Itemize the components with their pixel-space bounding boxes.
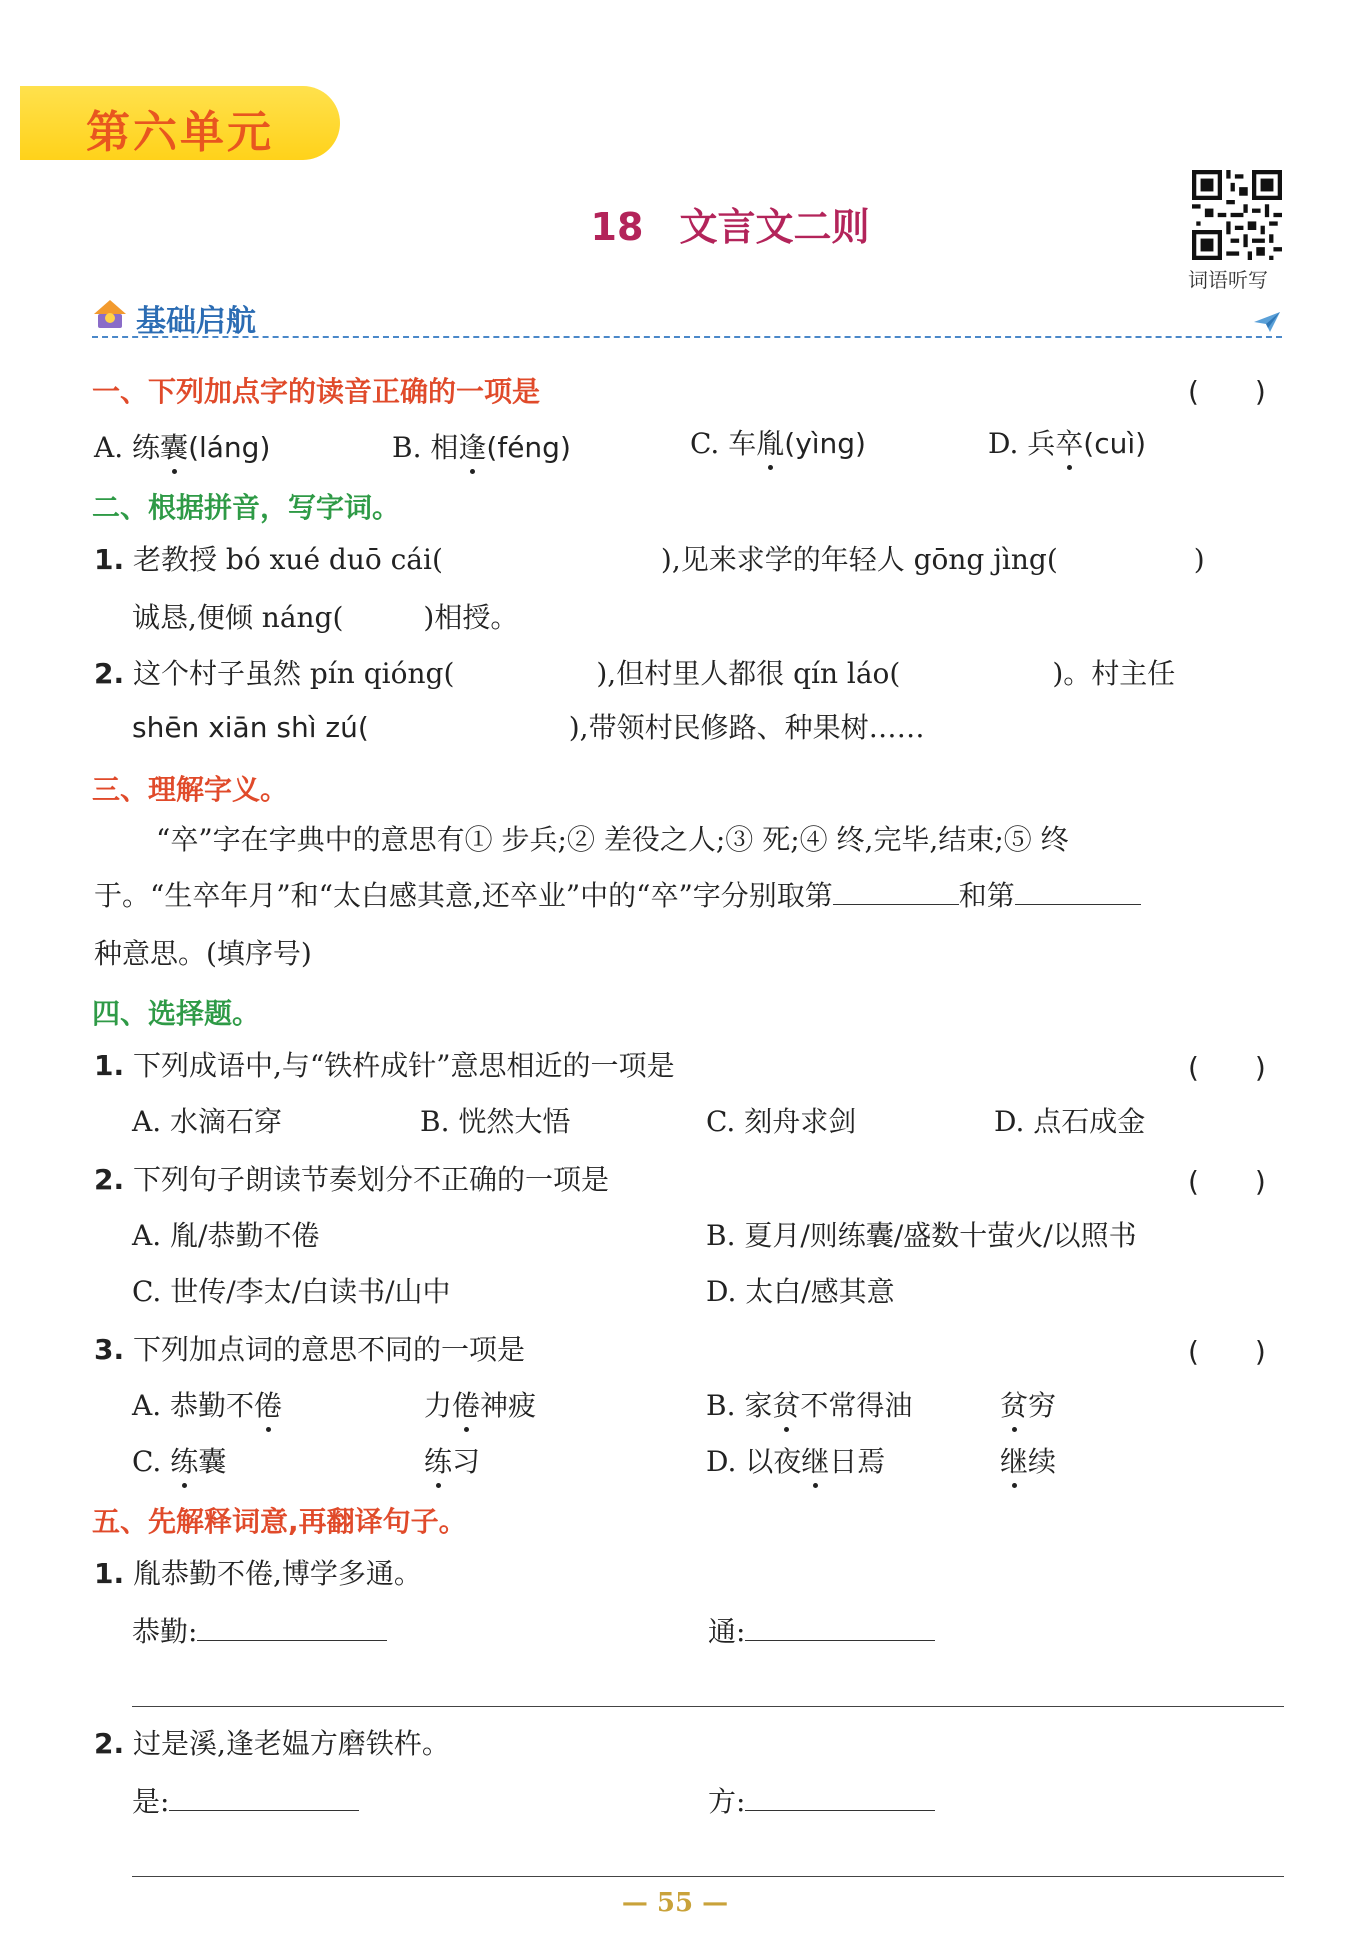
q5-item-2-word-1: 是: [132,1782,359,1822]
page-number: — 55 — [621,1888,729,1918]
q1-heading: 一、下列加点字的读音正确的一项是 [92,375,541,408]
q5-item-2-sentence: 2. 过是溪,逢老媪方磨铁杵。 [94,1727,450,1760]
q3-text-line2: 于。“生卒年月”和“太白感其意,还卒业”中的“卒”字分别取第 和第 [94,876,1141,916]
q3-text-line3: 种意思。(填序号) [94,937,312,970]
q4-item-2-stem: 2. 下列句子朗读节奏划分不正确的一项是 [94,1163,610,1196]
q3-blank-2[interactable] [1015,876,1141,905]
q4-3-option-d[interactable]: D. 以夜继日焉 [706,1442,885,1482]
q4-3-option-a-compare: 力倦神疲 [424,1386,536,1426]
q5-item-1-word-1: 恭勤: [132,1612,387,1652]
q5-1-word-2-blank[interactable] [745,1612,935,1641]
q1-option-b[interactable]: B. 相逢(féng) [392,428,571,468]
q3-text-line1: “卒”字在字典中的意思有① 步兵;② 差役之人;③ 死;④ 终,完毕,结束;⑤ 终 [156,823,1069,856]
q4-item-1-stem: 1. 下列成语中,与“铁杵成针”意思相近的一项是 [94,1049,675,1082]
unit-tag-label: 第六单元 [86,107,274,158]
q1-option-a[interactable]: A. 练囊(láng) [94,428,270,468]
q5-2-word-2-blank[interactable] [745,1782,935,1811]
q4-3-option-a[interactable]: A. 恭勤不倦 [132,1386,282,1426]
lesson-number: 18 [590,205,644,249]
lesson-title [0,196,1350,251]
q4-item-3-paren[interactable]: ( ) [1188,1335,1266,1368]
q4-1-option-d[interactable]: D. 点石成金 [994,1105,1146,1138]
q5-heading: 五、先解释词意,再翻译句子。 [92,1505,467,1538]
section-header [92,296,1282,338]
q3-blank-1[interactable] [833,876,959,905]
q2-item-2-line1: 2. 这个村子虽然 pín qióng( ),但村里人都很 qín láo( )。村主任 [94,657,1176,690]
q4-2-option-a[interactable]: A. 胤/恭勤不倦 [132,1219,320,1252]
q4-1-option-a[interactable]: A. 水滴石穿 [132,1105,283,1138]
q1-option-c[interactable]: C. 车胤(yìng) [690,424,866,464]
q5-1-word-1-blank[interactable] [197,1612,387,1641]
q4-2-option-d[interactable]: D. 太白/感其意 [706,1275,895,1308]
q4-3-option-b[interactable]: B. 家贫不常得油 [706,1386,912,1426]
paper-plane-icon [1252,310,1282,334]
q4-1-option-b[interactable]: B. 恍然大悟 [420,1105,571,1138]
lesson-name: 文言文二则 [679,205,870,249]
q5-1-translation-line[interactable] [132,1706,1284,1707]
q4-1-option-c[interactable]: C. 刻舟求剑 [706,1105,857,1138]
q4-2-option-b[interactable]: B. 夏月/则练囊/盛数十萤火/以照书 [706,1219,1137,1252]
q4-2-option-c[interactable]: C. 世传/李太/白读书/山中 [132,1275,451,1308]
q5-item-1-word-2: 通: [708,1612,935,1652]
q4-item-1-paren[interactable]: ( ) [1188,1051,1266,1084]
q2-item-1-line1: 1. 老教授 bó xué duō cái( ),见来求学的年轻人 gōng jìng( ) [94,543,1205,576]
qr-code-icon[interactable] [1192,170,1282,260]
q1-answer-paren[interactable]: ( ) [1188,375,1266,408]
q4-3-option-c[interactable]: C. 练囊 [132,1442,226,1482]
q5-2-translation-line[interactable] [132,1876,1284,1877]
q2-heading: 二、根据拼音，写字词。 [92,491,401,524]
q5-item-1-sentence: 1. 胤恭勤不倦,博学多通。 [94,1557,422,1590]
q2-item-1-line2: 诚恳,便倾 náng( )相授。 [132,601,519,634]
q4-3-option-d-compare: 继续 [1000,1442,1056,1482]
q3-heading: 三、理解字义。 [92,773,289,806]
q4-item-3-stem: 3. 下列加点词的意思不同的一项是 [94,1333,526,1366]
q2-item-2-line2: shēn xiān shì zú( ),带领村民修路、种果树…… [132,711,925,744]
house-icon [92,298,128,332]
q4-3-option-c-compare: 练习 [424,1442,480,1482]
q1-option-d[interactable]: D. 兵卒(cuì) [988,424,1146,464]
q5-2-word-1-blank[interactable] [169,1782,359,1811]
q4-3-option-b-compare: 贫穷 [1000,1386,1056,1426]
section-title: 基础启航 [136,304,256,339]
unit-tag [20,86,340,160]
qr-label: 词语听写 [1188,268,1268,292]
q5-item-2-word-2: 方: [708,1782,935,1822]
q4-item-2-paren[interactable]: ( ) [1188,1165,1266,1198]
q4-heading: 四、选择题。 [92,997,261,1030]
